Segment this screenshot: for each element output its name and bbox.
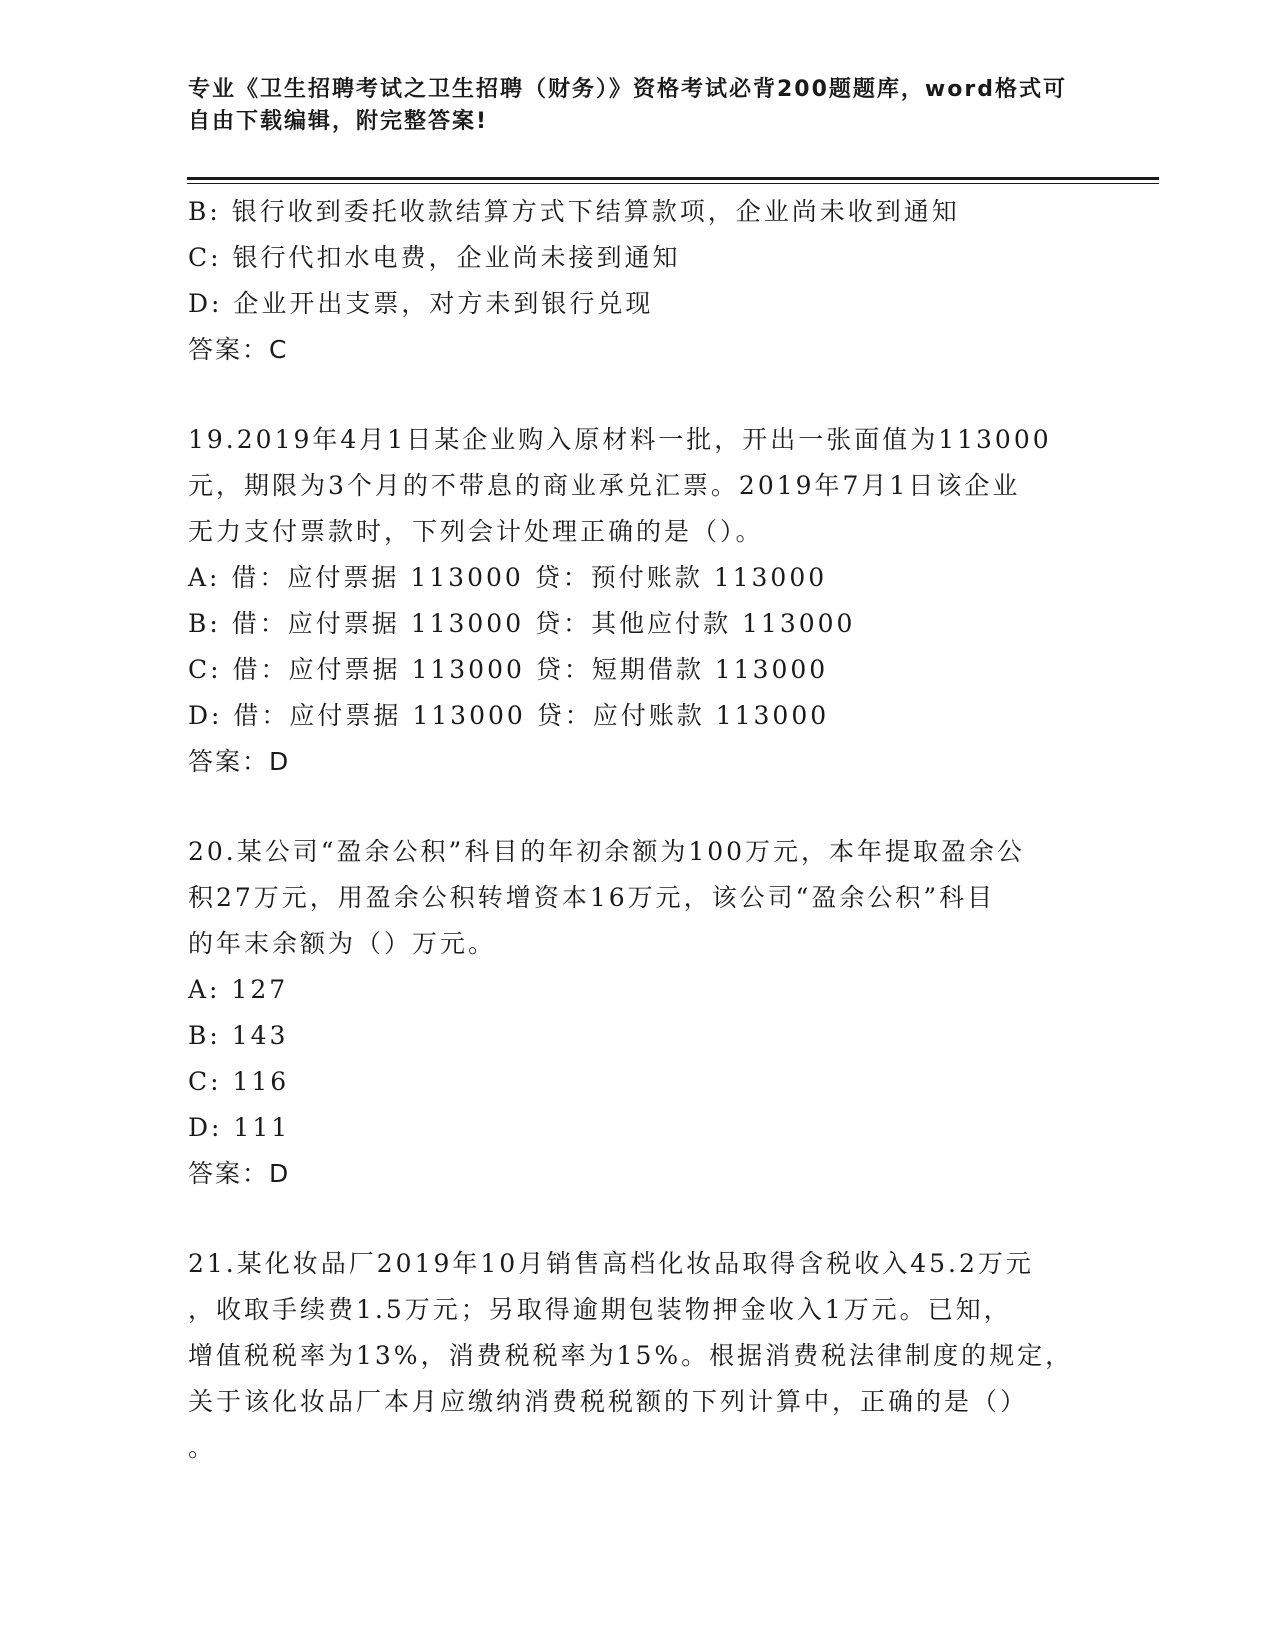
question-18-tail (188, 189, 1088, 373)
option-d: D: 借：应付票据 113000 贷：应付账款 113000 (188, 701, 830, 730)
answer: 答案：D (188, 747, 291, 776)
header-rule-thin (187, 183, 1159, 184)
question-list (188, 189, 1088, 1471)
spacer (188, 1197, 1088, 1241)
option-d: D: 111 (188, 1113, 291, 1142)
answer: 答案：C (188, 335, 289, 364)
option-b: B: 借：应付票据 113000 贷：其他应付款 113000 (188, 609, 856, 638)
option-c: C: 116 (188, 1067, 290, 1096)
question-stem: 20.某公司“盈余公积”科目的年初余额为100万元，本年提取盈余公 积27万元，用盈余公积转增资本16万元，该公司“盈余公积”科目 的年末余额为（）万元。 (188, 837, 1026, 958)
question-stem: 19.2019年4月1日某企业购入原材料一批，开出一张面值为113000 元，期限为3个月的不带息的商业承兑汇票。2019年7月1日该企业 无力支付票款时，下列会计处理正确的是（）。 (188, 425, 1052, 546)
question-19 (188, 417, 1088, 785)
question-21 (188, 1241, 1088, 1471)
option-d: D: 企业开出支票，对方未到银行兑现 (188, 289, 654, 318)
spacer (188, 785, 1088, 829)
document-title: 专业《卫生招聘考试之卫生招聘（财务）》资格考试必背200题题库，word格式可自由下载编辑，附完整答案! (188, 77, 1067, 134)
header-rule-thick (187, 177, 1159, 180)
option-b: B: 143 (188, 1021, 289, 1050)
answer: 答案：D (188, 1159, 291, 1188)
spacer (188, 373, 1088, 417)
question-20 (188, 829, 1088, 1197)
option-b: B: 银行收到委托收款结算方式下结算款项，企业尚未收到通知 (188, 197, 960, 226)
option-a: A: 127 (188, 975, 289, 1004)
option-a: A: 借：应付票据 113000 贷：预付账款 113000 (188, 563, 828, 592)
option-c: C: 银行代扣水电费，企业尚未接到通知 (188, 243, 681, 272)
option-c: C: 借：应付票据 113000 贷：短期借款 113000 (188, 655, 829, 684)
question-stem: 21.某化妆品厂2019年10月销售高档化妆品取得含税收入45.2万元 ，收取手续费1.5万元；另取得逾期包装物押金收入1万元。已知， 增值税税率为13%，消费税税率为15%。根据消费税法律制度的规定， 关于该化妆品厂本月应缴纳消费税税额的下列计算中，正确的是（） 。 (188, 1249, 1074, 1462)
